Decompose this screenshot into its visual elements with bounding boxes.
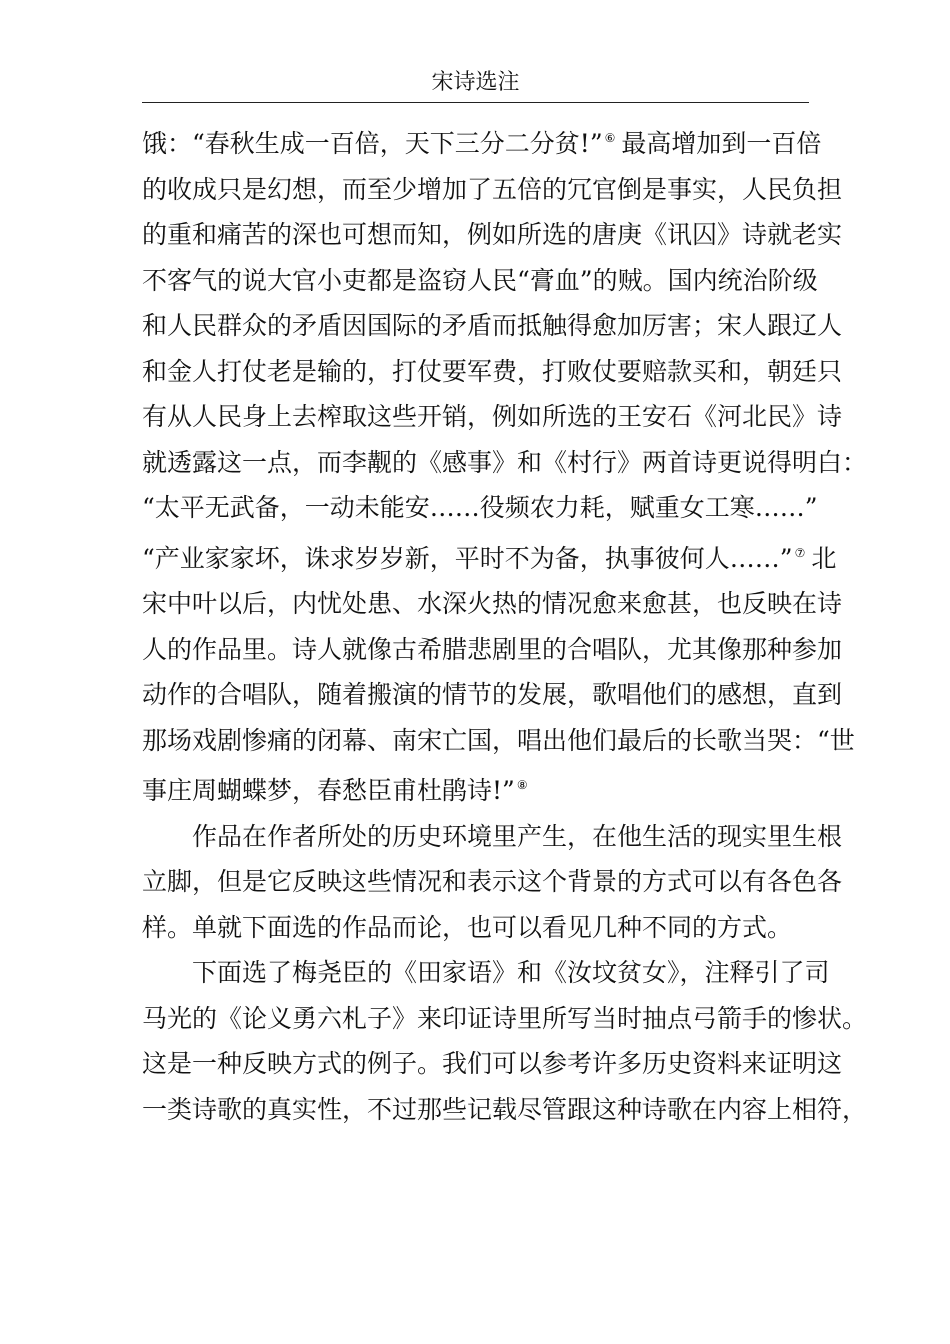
text-line — [142, 116, 822, 167]
text-line — [142, 905, 809, 951]
line-text: 和金人打仗老是输的，打仗要军费，打败仗要赔款买和，朝廷只 — [142, 356, 843, 386]
text-line — [142, 1087, 868, 1133]
line-text: 那场戏剧惨痛的闭幕、南宋亡国，唱出他们最后的长歌当哭：“世 — [142, 725, 855, 755]
line-text: 样。单就下面选的作品而论，也可以看见几种不同的方式。 — [142, 912, 793, 942]
line-text: “太平无武备，一动未能安……役频农力耗，赋重女工寒……” — [142, 493, 818, 522]
text-line — [142, 718, 855, 764]
line-text: 动作的合唱队，随着搬演的情节的发展，歌唱他们的感想，直到 — [142, 680, 843, 709]
footnote-marker[interactable]: ⑦ — [794, 545, 806, 560]
text-line — [142, 581, 843, 627]
line-text: 这是一种反映方式的例子。我们可以参考许多历史资料来证明这 — [142, 1049, 843, 1078]
text-line — [142, 258, 818, 304]
line-text: 一类诗歌的真实性，不过那些记载尽管跟这种诗歌在内容上相符， — [142, 1094, 868, 1124]
line-text: 有从人民身上去榨取这些开销，例如所选的王安石《河北民》诗 — [142, 402, 843, 431]
footnote-marker[interactable]: ⑧ — [516, 778, 528, 792]
footnote-marker[interactable]: ⑥ — [604, 131, 616, 145]
text-line — [142, 1041, 843, 1087]
text-line — [142, 763, 809, 814]
text-line — [142, 531, 837, 582]
line-text: 事庄周蝴蝶梦，春愁臣甫杜鹃诗!” — [142, 776, 515, 805]
line-text: 人的作品里。诗人就像古希腊悲剧里的合唱队，尤其像那种参加 — [142, 634, 843, 664]
paragraph — [142, 814, 843, 951]
line-text: 就透露这一点，而李觏的《感事》和《村行》两首诗更说得明白： — [142, 447, 868, 477]
line-text: 的重和痛苦的深也可想而知，例如所选的唐庚《讯囚》诗就老实 — [142, 220, 843, 249]
text-line — [142, 212, 843, 258]
text-line — [142, 303, 843, 349]
line-text-continued: 北 — [811, 543, 837, 573]
line-text: 和人民群众的矛盾因国际的矛盾而抵触得愈加厉害；宋人跟辽人 — [142, 311, 843, 340]
text-line — [142, 440, 868, 486]
running-header-title: 宋诗选注 — [431, 70, 520, 95]
line-text: 下面选了梅尧臣的《田家语》和《汝坟贫女》，注释引了司 — [192, 958, 830, 987]
line-text: 立脚，但是它反映这些情况和表示这个背景的方式可以有各色各 — [142, 867, 843, 896]
text-line — [142, 627, 843, 673]
text-line — [142, 485, 818, 531]
line-text-continued: 最高增加到一百倍 — [621, 129, 822, 158]
text-line — [142, 167, 843, 213]
text-line — [142, 672, 843, 718]
text-line — [142, 349, 843, 395]
line-text: 马光的《论义勇六札子》来印证诗里所写当时抽点弓箭手的惨状。 — [142, 1003, 868, 1033]
text-line — [142, 859, 843, 905]
text-line — [142, 814, 843, 860]
text-line — [142, 394, 843, 440]
line-text: 作品在作者所处的历史环境里产生，在他生活的现实里生根 — [192, 821, 843, 851]
line-text: 的收成只是幻想，而至少增加了五倍的冗官倒是事实，人民负担 — [142, 174, 843, 204]
text-line — [142, 996, 868, 1042]
running-header — [142, 64, 809, 103]
line-text: 饿：“春秋生成一百倍，天下三分二分贫!” — [142, 129, 603, 158]
text-line — [142, 950, 830, 996]
paragraph — [142, 116, 868, 814]
paragraph — [142, 950, 868, 1132]
body-text — [142, 116, 868, 1132]
line-text: 宋中叶以后，内忧处患、水深火热的情况愈来愈甚，也反映在诗 — [142, 589, 843, 618]
line-text: 不客气的说大官小吏都是盗窃人民“膏血”的贼。国内统治阶级 — [142, 265, 818, 295]
line-text: “产业家家坏，诛求岁岁新，平时不为备，执事彼何人……” — [142, 543, 793, 573]
